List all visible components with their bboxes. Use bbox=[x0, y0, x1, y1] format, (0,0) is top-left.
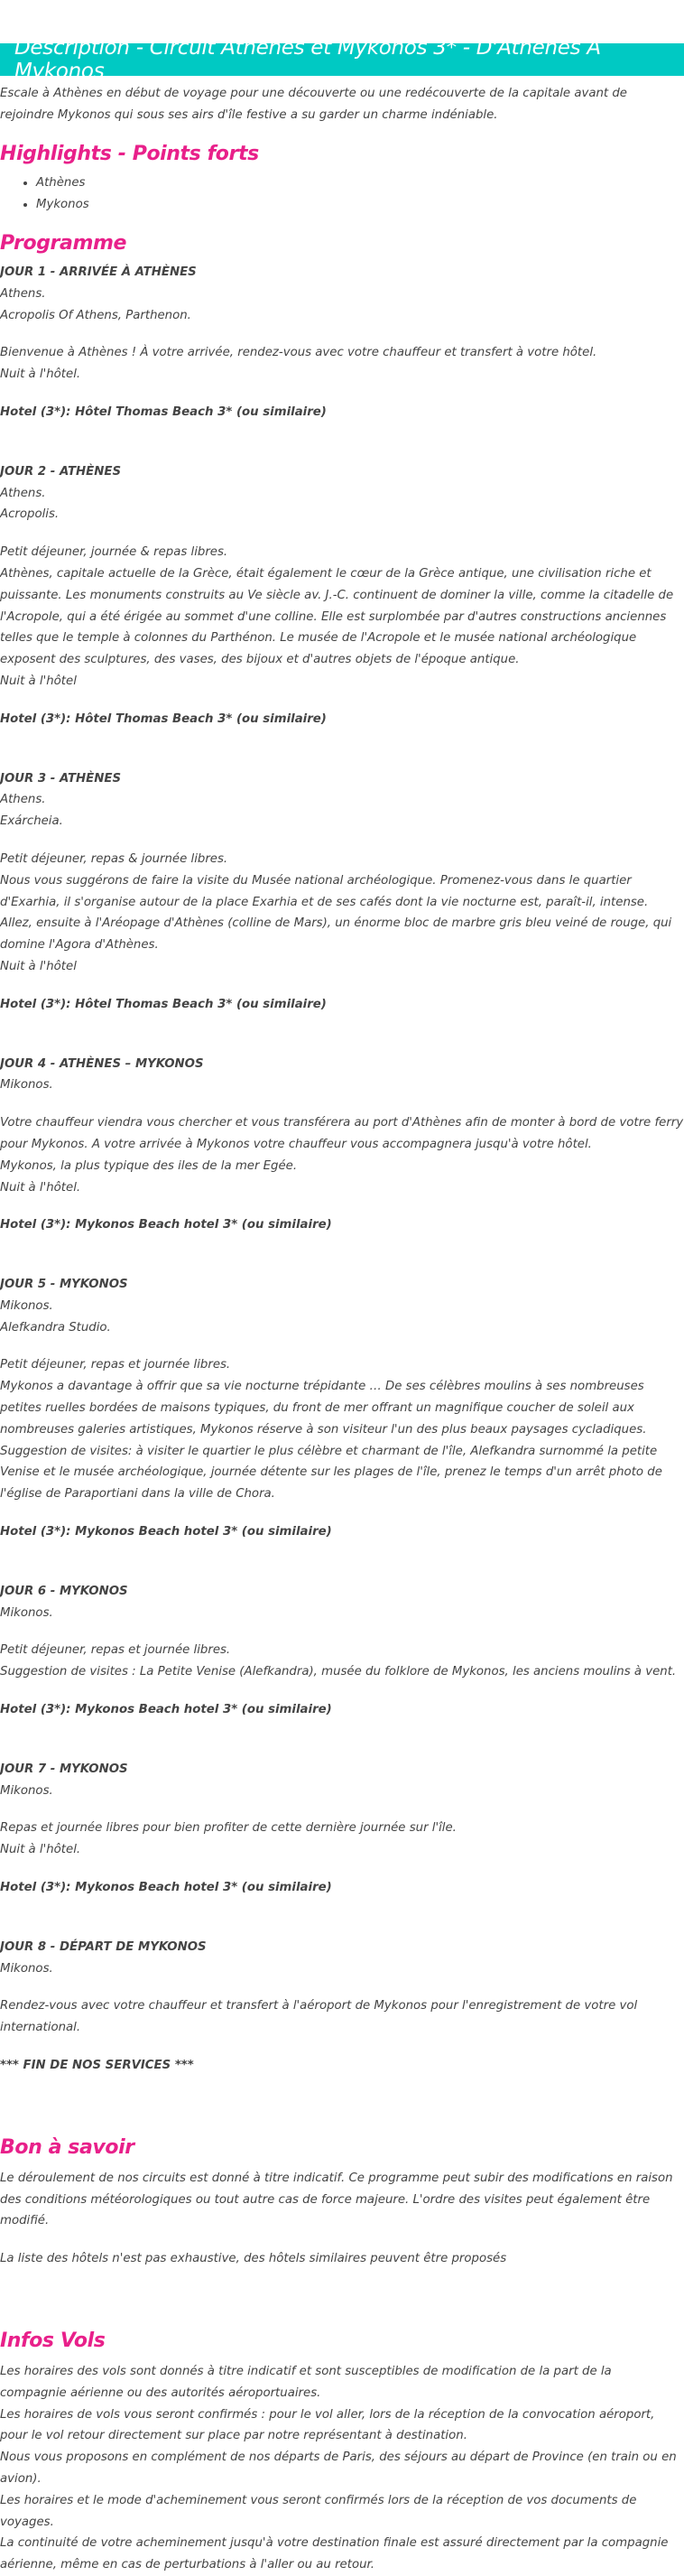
day-hotel: Hotel (3*): Mykonos Beach hotel 3* (ou similaire) bbox=[0, 1703, 332, 1717]
description-header-bar bbox=[0, 36, 684, 83]
day-text: Nous vous suggérons de faire la visite du Musée national archéologique. Promenez-vous dans le quartier d'Exarhia, il s'organise autour de la place Exarhia et de ses cafés dont la vie nocturne est, paraît-il, intense. Allez, ensuite à l'Aréopage d'Athènes (colline de Mars), un énorme bloc de marbre gris bleu veiné de rouge, qui domine l'Agora d'Athènes. bbox=[0, 873, 672, 953]
day-place: Acropolis Of Athens, Parthenon. bbox=[0, 308, 191, 322]
list-item: • Mykonos bbox=[36, 194, 684, 216]
bon-a-savoir-heading: Bon à savoir bbox=[0, 2135, 134, 2159]
intro-text: Escale à Athènes en début de voyage pour une découverte ou une redécouverte de la capitale avant de rejoindre Mykonos qui sous ses airs d'île festive a su garder un charme indéniable. bbox=[0, 87, 627, 122]
day-text: Petit déjeuner, journée & repas libres. bbox=[0, 545, 228, 560]
day-text: Bienvenue à Athènes ! À votre arrivée, rendez-vous avec votre chauffeur et transfert à votre hôtel. bbox=[0, 346, 597, 360]
bon-a-savoir-text: Le déroulement de nos circuits est donné à titre indicatif. Ce programme peut subir des modifications en raison des conditions météorologiques ou tout autre cas de force majeure. L'ordre des visites peut également être modifié. bbox=[0, 2171, 673, 2228]
day-title: JOUR 5 - MYKONOS bbox=[0, 1278, 128, 1292]
day-text: Mykonos, la plus typique des iles de la mer Egée. bbox=[0, 1158, 298, 1173]
day-6 bbox=[0, 1581, 684, 1721]
day-title: JOUR 4 - ATHÈNES – MYKONOS bbox=[0, 1056, 204, 1071]
day-title: JOUR 6 - MYKONOS bbox=[0, 1584, 128, 1598]
day-text: Petit déjeuner, repas & journée libres. bbox=[0, 851, 228, 866]
day-text: Nuit à l'hôtel bbox=[0, 959, 77, 973]
day-text: Petit déjeuner, repas et journée libres. bbox=[0, 1643, 231, 1658]
day-title: JOUR 8 - DÉPART DE MYKONOS bbox=[0, 1939, 207, 1954]
day-hotel: Hotel (3*): Mykonos Beach hotel 3* (ou similaire) bbox=[0, 1218, 332, 1232]
infos-vols-line: Nous vous proposons en complément de nos départs de Paris, des séjours au départ de Province (en train ou en avion). bbox=[0, 2450, 677, 2486]
day-title: JOUR 3 - ATHÈNES bbox=[0, 771, 122, 786]
day-place: Mikonos. bbox=[0, 1961, 53, 1976]
day-place: Mikonos. bbox=[0, 1078, 53, 1093]
day-place: Athens. bbox=[0, 286, 46, 301]
day-text: Mykonos a davantage à offrir que sa vie nocturne trépidante … De ses célèbres moulins à ses nombreuses petites ruelles bordées de maisons typiques, du front de mer offrant un magnifique coucher de soleil aux nombreuses galeries artistiques, Mykonos réserve à son visiteur l'un des plus beaux paysages cycladiques. Suggestion de visites: à visiter le quartier le plus célèbre et charmant de l'île, Alefkandra surnommé la petite Venise et le musée archéologique, journée détente sur les plages de l'île, prenez le temps d'un arrêt photo de l'église de Paraportiani dans la ville de Chora. bbox=[0, 1380, 662, 1502]
day-text: Athènes, capitale actuelle de la Grèce, était également le cœur de la Grèce antique, une civilisation riche et puissante. Les monuments construits au Ve siècle av. J.-C. continuent de dominer la ville, comme la citadelle de l'Acropole, qui a été érigée au sommet d'une colline. Elle est surplombée par d'autres constructions anciennes telles que le temple à colonnes du Parthénon. Le musée de l'Acropole et le musée national archéologique exposent des sculptures, des vases, des bijoux et d'autres objets de l'époque antique. bbox=[0, 566, 674, 667]
day-1 bbox=[0, 262, 684, 423]
day-8 bbox=[0, 1937, 684, 2077]
day-hotel: Hotel (3*): Mykonos Beach hotel 3* (ou similaire) bbox=[0, 1525, 332, 1539]
day-title: JOUR 7 - MYKONOS bbox=[0, 1762, 128, 1776]
highlights-heading: Highlights - Points forts bbox=[0, 143, 259, 165]
end-of-services: *** FIN DE NOS SERVICES *** bbox=[0, 2059, 194, 2073]
day-title: JOUR 2 - ATHÈNES bbox=[0, 464, 122, 479]
day-hotel: Hotel (3*): Mykonos Beach hotel 3* (ou similaire) bbox=[0, 1881, 332, 1895]
day-7 bbox=[0, 1759, 684, 1899]
day-place: Mikonos. bbox=[0, 1605, 53, 1620]
day-text: Suggestion de visites : La Petite Venise (Alefkandra), musée du folklore de Mykonos, les anciens moulins à vent. bbox=[0, 1665, 677, 1679]
day-place: Exárcheia. bbox=[0, 814, 63, 829]
day-text: Nuit à l'hôtel. bbox=[0, 367, 81, 382]
day-text: Rendez-vous avec votre chauffeur et transfert à l'aéroport de Mykonos pour l'enregistrement de votre vol international. bbox=[0, 1999, 638, 2035]
day-hotel: Hotel (3*): Hôtel Thomas Beach 3* (ou similaire) bbox=[0, 997, 327, 1011]
bon-a-savoir-hotels-note: La liste des hôtels n'est pas exhaustive, des hôtels similaires peuvent être proposés bbox=[0, 2252, 507, 2266]
day-place: Alefkandra Studio. bbox=[0, 1320, 111, 1334]
infos-vols-line: Les horaires et le mode d'acheminement vous seront confirmés lors de la réception de vos documents de voyages. bbox=[0, 2493, 637, 2529]
infos-vols-heading: Infos Vols bbox=[0, 2330, 106, 2352]
day-place: Athens. bbox=[0, 793, 46, 807]
day-place: Mikonos. bbox=[0, 1783, 53, 1798]
day-4 bbox=[0, 1054, 684, 1237]
day-hotel: Hotel (3*): Hôtel Thomas Beach 3* (ou similaire) bbox=[0, 405, 327, 419]
day-3 bbox=[0, 768, 684, 1016]
page-title: Description - Circuit Athenes et Mykonos 3* - D'Athènes A Mykonos bbox=[14, 36, 601, 83]
day-place: Athens. bbox=[0, 486, 46, 500]
infos-vols-line: Les horaires des vols sont donnés à titre indicatif et sont susceptibles de modification de la part de la compagnie aérienne ou des autorités aéroportuaires. bbox=[0, 2365, 612, 2400]
day-text: Repas et journée libres pour bien profiter de cette dernière journée sur l'île. bbox=[0, 1821, 457, 1836]
programme-heading: Programme bbox=[0, 232, 127, 255]
infos-vols-line: Les horaires de vols vous seront confirmés : pour le vol aller, lors de la réception de la convocation aéroport, pour le vol retour directement sur place par notre représentant à destination. bbox=[0, 2407, 655, 2443]
day-text: Nuit à l'hôtel. bbox=[0, 1843, 81, 1857]
day-hotel: Hotel (3*): Hôtel Thomas Beach 3* (ou similaire) bbox=[0, 711, 327, 726]
day-text: Votre chauffeur viendra vous chercher et vous transférera au port d'Athènes afin de monter à bord de votre ferry pour Mykonos. A votre arrivée à Mykonos votre chauffeur vous accompagnera jusqu'à votre hôtel. bbox=[0, 1116, 684, 1151]
highlights-list bbox=[0, 172, 684, 216]
day-text: Nuit à l'hôtel bbox=[0, 674, 77, 688]
day-place: Mikonos. bbox=[0, 1298, 53, 1313]
day-place: Acropolis. bbox=[0, 507, 60, 522]
day-title: JOUR 1 - ARRIVÉE À ATHÈNES bbox=[0, 265, 197, 279]
day-5 bbox=[0, 1274, 684, 1543]
infos-vols-line: La continuité de votre acheminement jusqu'à votre destination finale est assuré directement par la compagnie aérienne, même en cas de perturbations à l'aller ou au retour. bbox=[0, 2536, 669, 2572]
list-item: • Athènes bbox=[36, 172, 684, 194]
day-text: Petit déjeuner, repas et journée libres. bbox=[0, 1358, 231, 1372]
day-2 bbox=[0, 461, 684, 730]
day-text: Nuit à l'hôtel. bbox=[0, 1180, 81, 1195]
